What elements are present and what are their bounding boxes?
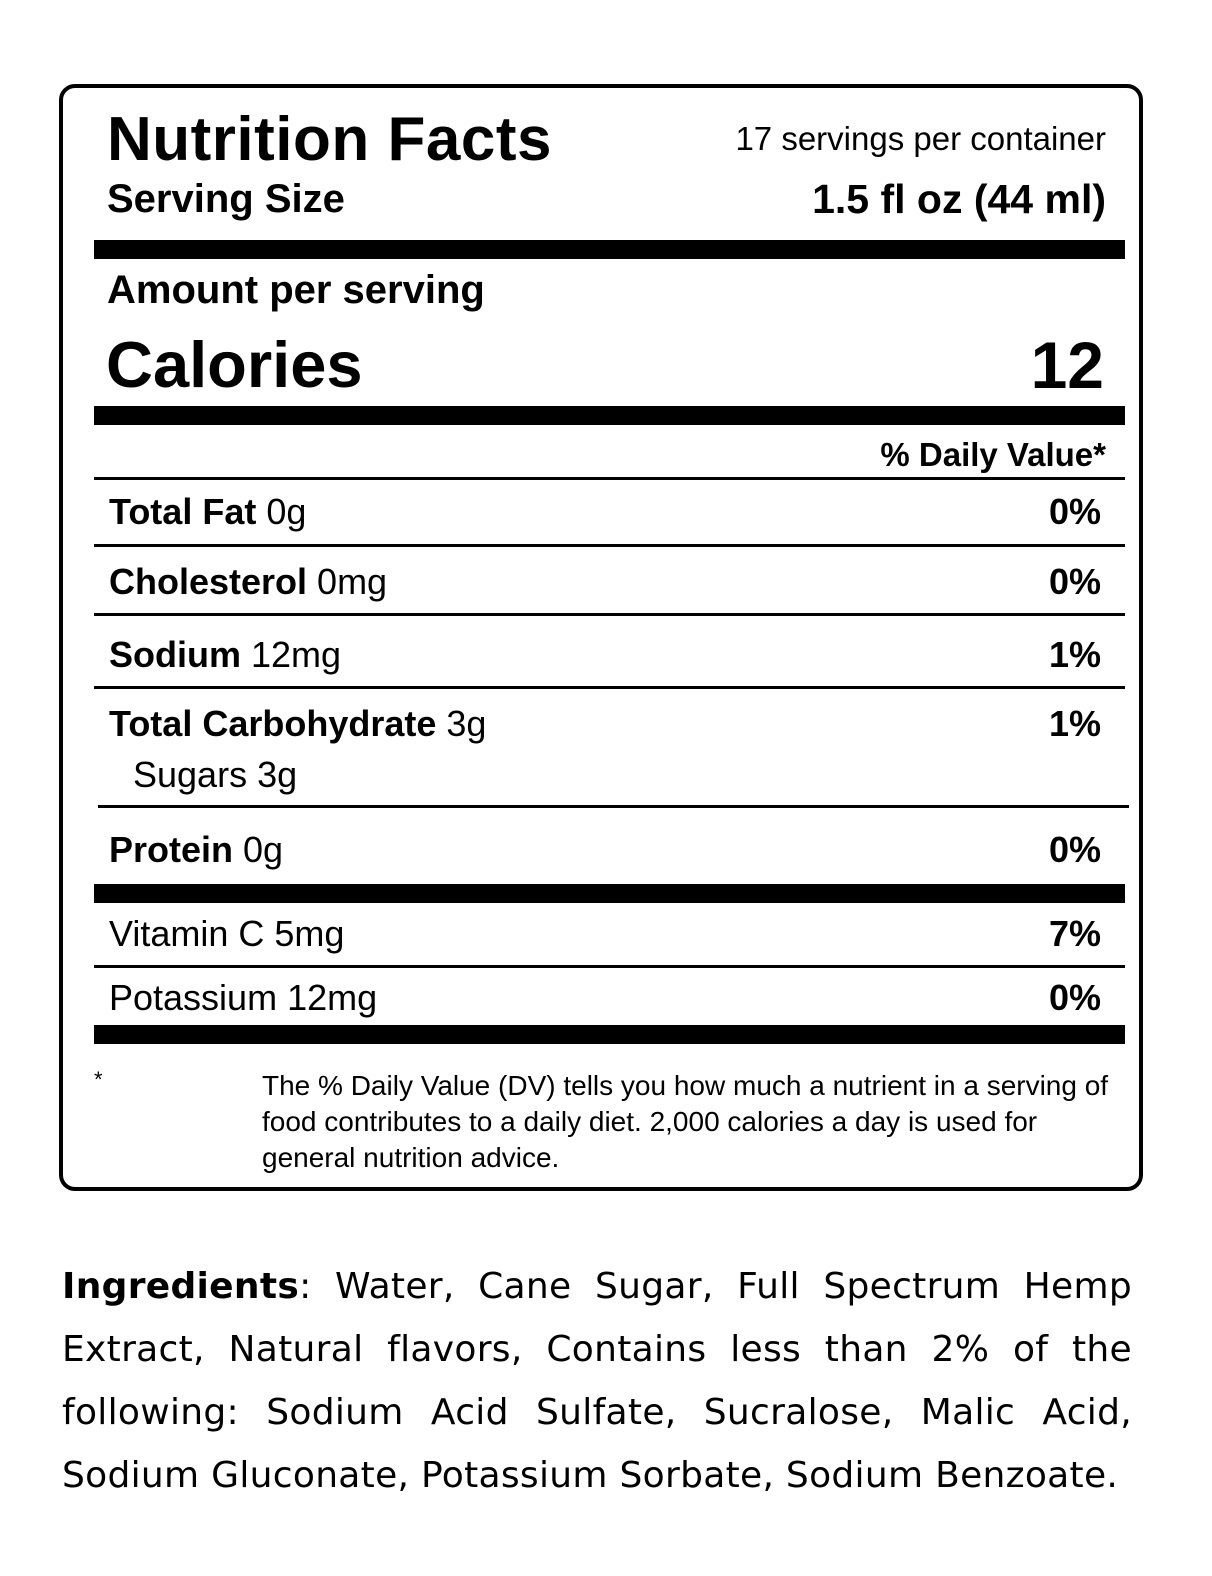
vitamin-row	[109, 977, 1101, 1019]
calories-value: 12	[1030, 328, 1104, 402]
thick-divider	[94, 240, 1125, 259]
nutrient-row	[109, 491, 1101, 533]
nutrient-row	[109, 561, 1101, 603]
vitamin-dv: 7%	[1048, 913, 1101, 954]
nutrient-dv: 1%	[1048, 703, 1101, 744]
nutrient-row	[109, 703, 1101, 745]
serving-size-label: Serving Size	[107, 177, 345, 221]
footnote-text: The % Daily Value (DV) tells you how much a nutrient in a serving of food contributes to a daily diet. 2,000 calories a day is used for general nutrition advice.	[262, 1070, 1109, 1173]
nutrient-dv: 0%	[1048, 561, 1101, 602]
footnote-marker: *	[94, 1067, 103, 1092]
thick-divider	[94, 884, 1125, 903]
ingredients-list: : Water, Cane Sugar, Full Spectrum Hemp Extract, Natural flavors, Contains less than 2% of the following: Sodium Acid Sulfate, Sucralose, Malic Acid, Sodium Gluconate, Potassium Sorbate, Sodium Benzoate.	[62, 1266, 1132, 1496]
nutrient-amount: 3g	[436, 703, 487, 744]
vitamin-name: Potassium 12mg	[109, 977, 378, 1018]
nutrient-amount: 0mg	[307, 561, 388, 602]
thin-divider	[98, 805, 1129, 808]
nutrient-name: Total Fat	[109, 491, 257, 532]
nutrient-dv: 0%	[1048, 829, 1101, 870]
ingredients-label: Ingredients	[62, 1266, 300, 1307]
servings-per-container: 17 servings per container	[735, 120, 1106, 157]
nutrient-row	[109, 634, 1101, 676]
ingredients-paragraph	[62, 1255, 1132, 1507]
nutrient-dv: 0%	[1048, 491, 1101, 532]
nutrient-amount: 12mg	[241, 634, 342, 675]
daily-value-header: % Daily Value*	[880, 436, 1106, 473]
thick-divider	[94, 406, 1125, 425]
calories-label: Calories	[106, 328, 363, 401]
vitamin-row	[109, 913, 1101, 955]
thick-divider	[94, 1025, 1125, 1044]
thin-divider	[94, 544, 1125, 547]
panel-title: Nutrition Facts	[107, 105, 552, 174]
thin-divider	[94, 686, 1125, 689]
thin-divider	[94, 477, 1125, 480]
thin-divider	[94, 613, 1125, 616]
nutrient-amount: 0g	[256, 491, 307, 532]
nutrient-name: Protein	[109, 829, 234, 870]
vitamin-name: Vitamin C 5mg	[109, 913, 345, 954]
sugars-subrow: Sugars 3g	[133, 754, 298, 795]
thin-divider	[94, 965, 1125, 968]
nutrient-dv: 1%	[1048, 634, 1101, 675]
serving-size-value: 1.5 fl oz (44 ml)	[812, 176, 1106, 222]
nutrient-amount: 0g	[233, 829, 284, 870]
amount-per-serving: Amount per serving	[107, 268, 485, 312]
vitamin-dv: 0%	[1048, 977, 1101, 1018]
nutrient-row	[109, 829, 1101, 871]
nutrient-name: Total Carbohydrate	[109, 703, 437, 744]
nutrient-name: Sodium	[109, 634, 241, 675]
nutrient-name: Cholesterol	[109, 561, 308, 602]
